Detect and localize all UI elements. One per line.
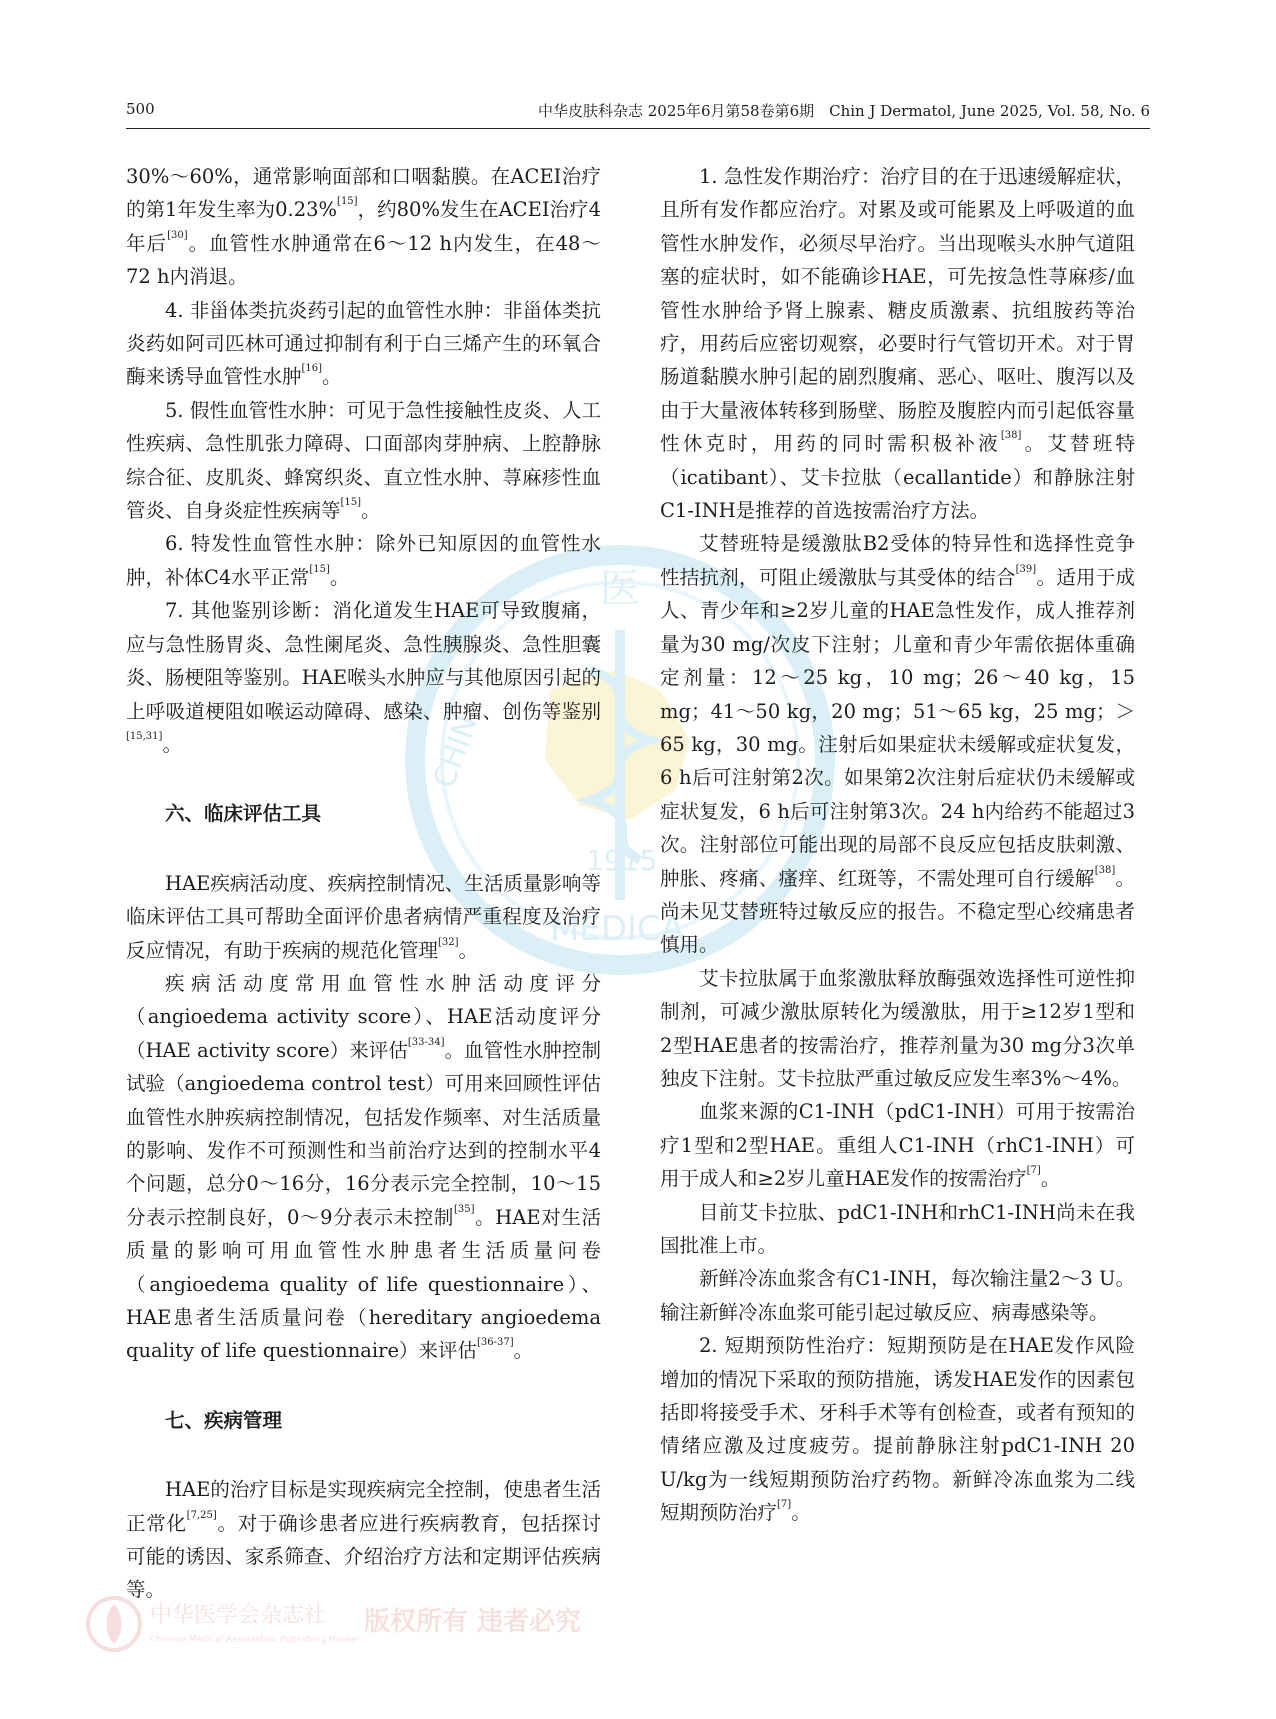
paragraph: 艾替班特是缓激肽B2受体的特异性和选择性竞争性拮抗剂，可阻止缓激肽与其受体的结合[39]。适用于成人、青少年和≥2岁儿童的HAE急性发作，成人推荐剂量为30 mg/次皮下注射；儿童和青少年需依据体重确定剂量：12～25 kg，10 mg；26～40 kg，15 mg；41～50 kg，20 mg；51～65 kg，25 mg；＞65 kg，30 mg。注射后如果症状未缓解或症状复发，6 h后可注射第2次。如果第2次注射后症状仍未缓解或症状复发，6 h后可注射第3次。24 h内给药不能超过3次。注射部位可能出现的局部不良反应包括皮肤刺激、肿胀、疼痛、瘙痒、红斑等，不需处理可自行缓解[38]。尚未见艾替班特过敏反应的报告。不稳定型心绞痛患者慎用。 — [660, 532, 1135, 957]
citation[interactable]: [15,31] — [126, 730, 163, 742]
citation[interactable]: [38] — [1000, 430, 1022, 442]
citation[interactable]: [15] — [340, 497, 362, 509]
paragraph: 疾病活动度常用血管性水肿活动度评分（angioedema activity score）、HAE活动度评分（HAE activity score）来评估[33-34]。血管性水肿控制试验（angioedema control test）可用来回顾性评估血管性水肿疾病控制情况，包括发作频率、对生活质量的影响、发作不可预测性和当前治疗达到的控制水平4个问题，总分0～16分，16分表示完全控制，10～15分表示控制良好，0～9分表示未控制[35]。HAE对生活质量的影响可用血管性水肿患者生活质量问卷（angioedema quality of life questionnaire）、HAE患者生活质量问卷（hereditary angioedema quality of life questionnaire）来评估[36-37]。 — [126, 971, 601, 1363]
left-column — [126, 160, 601, 1607]
svg-text:CHIN: CHIN — [426, 710, 486, 793]
paragraph: 5. 假性血管性水肿：可见于急性接触性皮炎、人工性疾病、急性肌张力障碍、口面部肉芽肿病、上腔静脉综合征、皮肌炎、蜂窝织炎、直立性水肿、荨麻疹性血管炎、自身炎症性疾病等[15]。 — [126, 398, 601, 523]
paragraph: 血浆来源的C1-INH（pdC1-INH）可用于按需治疗1型和2型HAE。重组人C1-INH（rhC1-INH）可用于成人和≥2岁儿童HAE发作的按需治疗[7]。 — [660, 1100, 1135, 1191]
citation[interactable]: [36-37] — [477, 1337, 514, 1349]
svg-text:中华医学会杂志社: 中华医学会杂志社 — [150, 1603, 327, 1628]
citation[interactable]: [39] — [1015, 563, 1037, 575]
citation[interactable]: [15] — [309, 563, 330, 575]
citation[interactable]: [15] — [337, 196, 358, 208]
page-number: 500 — [126, 100, 155, 118]
paragraph: 2. 短期预防性治疗：短期预防是在HAE发作风险增加的情况下采取的预防措施，诱发HAE发作的因素包括即将接受手术、牙科手术等有创检查，或者有预知的情绪应激及过度疲劳。提前静脉注射pdC1-INH 20 U/kg为一线短期预防治疗药物。新鲜冷冻血浆为二线短期预防治疗[7]。 — [660, 1334, 1135, 1525]
citation[interactable]: [35] — [454, 1203, 475, 1215]
svg-text:Chinese Medical Association Pu: Chinese Medical Association Publishing House — [150, 1635, 358, 1645]
citation[interactable]: [7] — [1026, 1165, 1041, 1177]
section-heading: 七、疾病管理 — [165, 1408, 283, 1432]
paragraph: HAE的治疗目标是实现疾病完全控制，使患者生活正常化[7,25]。对于确诊患者应进行疾病教育，包括探讨可能的诱因、家系筛查、介绍治疗方法和定期评估疾病等。 — [126, 1478, 601, 1602]
citation[interactable]: [33-34] — [407, 1036, 445, 1048]
paragraph: 6. 特发性血管性水肿：除外已知原因的血管性水肿，补体C4水平正常[15]。 — [126, 532, 601, 589]
svg-text:MEDICA: MEDICA — [550, 909, 685, 949]
citation[interactable]: [30] — [167, 229, 188, 241]
running-header — [126, 100, 1150, 126]
paragraph: 7. 其他鉴别诊断：消化道发生HAE可导致腹痛，应与急性肠胃炎、急性阑尾炎、急性胰腺炎、急性胆囊炎、肠梗阻等鉴别。HAE喉头水肿应与其他原因引起的上呼吸道梗阻如喉运动障碍、感染、肿瘤、创伤等鉴别[15,31]。 — [126, 599, 601, 756]
paragraph: 30%～60%，通常影响面部和口咽黏膜。在ACEI治疗的第1年发生率为0.23%[15]，约80%发生在ACEI治疗4年后[30]。血管性水肿通常在6～12 h内发生，在48～72 h内消退。 — [126, 165, 601, 289]
citation[interactable]: [16] — [301, 363, 323, 375]
paragraph: HAE疾病活动度、疾病控制情况、生活质量影响等临床评估工具可帮助全面评价患者病情严重程度及治疗反应情况，有助于疾病的规范化管理[32]。 — [126, 871, 601, 962]
journal-citation: 中华皮肤科杂志 2025年6月第58卷第6期 Chin J Dermatol, June 2025, Vol. 58, No. 6 — [538, 102, 1150, 120]
paragraph: 目前艾卡拉肽、pdC1-INH和rhC1-INH尚未在我国批准上市。 — [660, 1200, 1135, 1257]
citation[interactable]: [7] — [777, 1499, 792, 1511]
citation[interactable]: [7,25] — [186, 1509, 217, 1521]
svg-text:1915: 1915 — [586, 844, 658, 877]
paragraph: 新鲜冷冻血浆含有C1-INH，每次输注量2～3 U。输注新鲜冷冻血浆可能引起过敏反应、病毒感染等。 — [660, 1267, 1135, 1324]
paragraph: 1. 急性发作期治疗：治疗目的在于迅速缓解症状，且所有发作都应治疗。对累及或可能累及上呼吸道的血管性水肿发作，必须尽早治疗。当出现喉头水肿气道阻塞的症状时，如不能确诊HAE，可先按急性荨麻疹/血管性水肿给予肾上腺素、糖皮质激素、抗组胺药等治疗，用药后应密切观察，必要时行气管切开术。对于胃肠道黏膜水肿引起的剧烈腹痛、恶心、呕吐、腹泻以及由于大量液体转移到肠壁、肠腔及腹腔内而引起低容量性休克时，用药的同时需积极补液[38]。艾替班特（icatibant）、艾卡拉肽（ecallantide）和静脉注射C1-INH是推荐的首选按需治疗方法。 — [660, 165, 1135, 523]
citation[interactable]: [38] — [1094, 864, 1116, 876]
citation[interactable]: [32] — [438, 936, 459, 948]
section-heading: 六、临床评估工具 — [165, 802, 322, 826]
right-column — [660, 160, 1135, 1530]
paragraph: 4. 非甾体类抗炎药引起的血管性水肿：非甾体类抗炎药如阿司匹林可通过抑制有利于白三烯产生的环氧合酶来诱导血管性水肿[16]。 — [126, 298, 601, 389]
svg-text:版权所有 违者必究: 版权所有 违者必究 — [364, 1607, 582, 1637]
header-rule — [126, 128, 1150, 129]
paragraph: 艾卡拉肽属于血浆激肽释放酶强效选择性可逆性抑制剂，可减少激肽原转化为缓激肽，用于≥12岁1型和2型HAE患者的按需治疗，推荐剂量为30 mg分3次单独皮下注射。艾卡拉肽严重过敏反应发生率3%～4%。 — [660, 966, 1135, 1090]
svg-text:医: 医 — [600, 566, 640, 612]
